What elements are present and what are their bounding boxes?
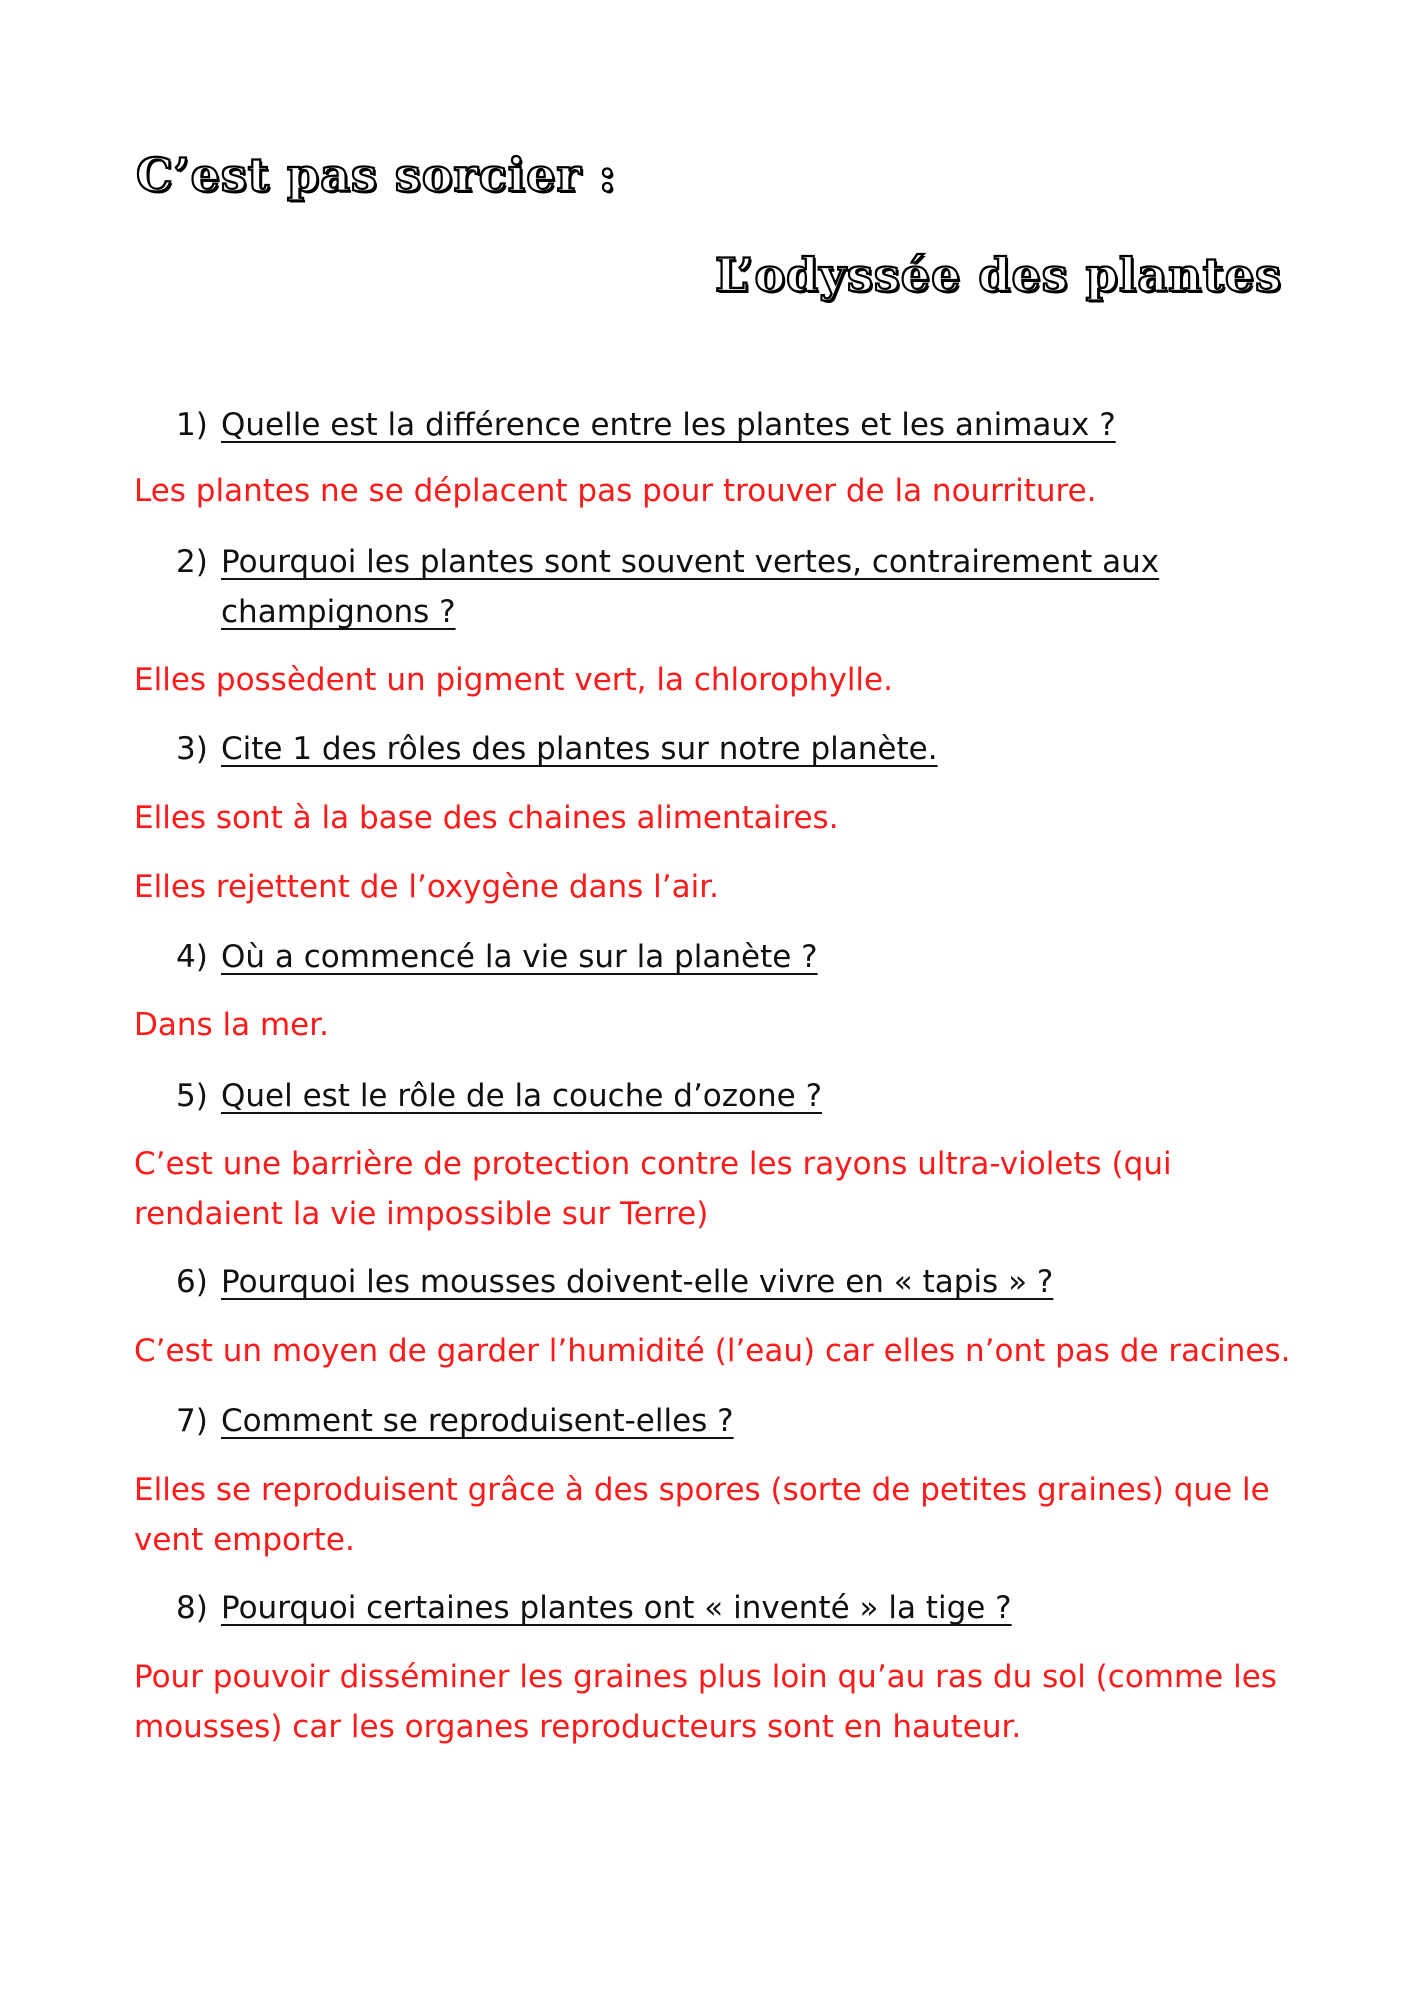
title-line-2: L’odyssée des plantes [715, 248, 1282, 302]
question-5 [176, 1071, 1186, 1121]
answer-2: Elles possèdent un pigment vert, la chlorophylle. [134, 662, 893, 698]
title-line-1: C’est pas sorcier : [136, 148, 617, 202]
question-number: 5) [176, 1078, 208, 1114]
question-text: Pourquoi certaines plantes ont « inventé » la tige ? [221, 1590, 1012, 1626]
answer-3b: Elles rejettent de l’oxygène dans l’air. [134, 869, 720, 905]
question-number: 7) [176, 1403, 208, 1439]
question-text: Quelle est la différence entre les plantes et les animaux ? [221, 407, 1116, 443]
question-number: 8) [176, 1590, 208, 1626]
question-text: Où a commencé la vie sur la planète ? [221, 939, 818, 975]
question-6 [176, 1257, 1186, 1307]
question-text: Pourquoi les plantes sont souvent vertes, contrairement aux champignons ? [221, 544, 1160, 630]
question-1 [176, 400, 1186, 450]
answer-8: Pour pouvoir disséminer les graines plus loin qu’au ras du sol (comme les mousses) car les organes reproducteurs sont en hauteur. [134, 1659, 1277, 1745]
answer-7: Elles se reproduisent grâce à des spores (sorte de petites graines) que le vent emporte. [134, 1472, 1270, 1558]
question-number: 4) [176, 939, 208, 975]
question-text: Pourquoi les mousses doivent-elle vivre en « tapis » ? [221, 1264, 1054, 1300]
answer-5: C’est une barrière de protection contre les rayons ultra-violets (qui rendaient la vie impossible sur Terre) [134, 1146, 1172, 1232]
question-number: 1) [176, 407, 208, 443]
question-text: Comment se reproduisent-elles ? [221, 1403, 734, 1439]
question-number: 2) [176, 544, 208, 580]
question-text: Quel est le rôle de la couche d’ozone ? [221, 1078, 823, 1114]
question-3 [176, 724, 1186, 774]
answer-1: Les plantes ne se déplacent pas pour trouver de la nourriture. [134, 473, 1097, 509]
question-8 [176, 1583, 1186, 1633]
question-2 [176, 537, 1166, 637]
answer-4: Dans la mer. [134, 1007, 330, 1043]
question-number: 3) [176, 731, 208, 767]
question-7 [176, 1396, 1186, 1446]
answer-3a: Elles sont à la base des chaines alimentaires. [134, 800, 839, 836]
question-text: Cite 1 des rôles des plantes sur notre planète. [221, 731, 938, 767]
question-4 [176, 932, 1186, 982]
answer-6: C’est un moyen de garder l’humidité (l’eau) car elles n’ont pas de racines. [134, 1333, 1291, 1369]
question-number: 6) [176, 1264, 208, 1300]
